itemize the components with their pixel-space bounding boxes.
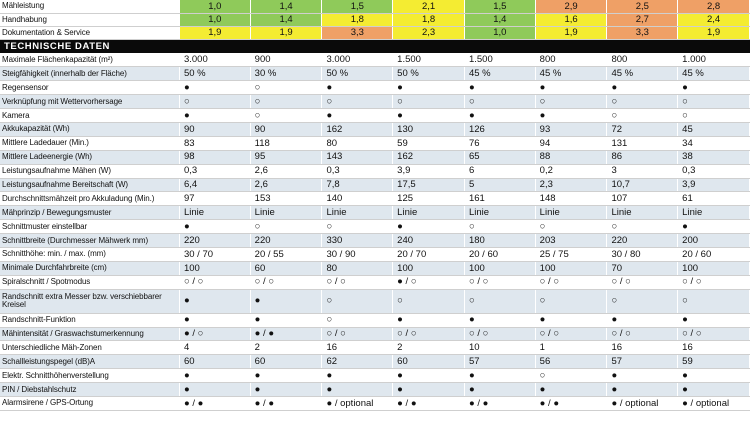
value-cell: 70 <box>607 261 678 275</box>
value-cell: 1.000 <box>678 53 750 67</box>
row-label: Schnittbreite (Durchmesser Mähwerk mm) <box>0 234 179 248</box>
value-cell: 50 % <box>322 67 393 81</box>
value-cell: ○ <box>535 95 607 109</box>
value-cell: ○ <box>607 289 678 313</box>
value-cell: ○ <box>607 95 678 109</box>
value-cell: ○ <box>179 95 250 109</box>
score-cell: 1,9 <box>250 26 322 39</box>
value-cell: ● <box>393 313 465 327</box>
tech-row <box>0 261 750 275</box>
value-cell: ● <box>678 81 750 95</box>
value-cell: 25 / 75 <box>535 247 607 261</box>
value-cell: ● <box>678 313 750 327</box>
value-cell: ● <box>322 369 393 383</box>
value-cell: ● <box>250 369 322 383</box>
score-cell: 1,5 <box>464 0 535 13</box>
value-cell: 131 <box>607 136 678 150</box>
value-cell: 7,8 <box>322 178 393 192</box>
value-cell: 50 % <box>179 67 250 81</box>
tech-row <box>0 136 750 150</box>
row-label: Mähleistung <box>0 0 179 13</box>
value-cell: 59 <box>393 136 465 150</box>
value-cell: ● / optional <box>678 396 750 410</box>
row-label: Dokumentation & Service <box>0 26 179 39</box>
value-cell: ● <box>535 81 607 95</box>
value-cell: ● / optional <box>607 396 678 410</box>
value-cell: 5 <box>464 178 535 192</box>
row-label: Durchschnittsmähzeit pro Akkuladung (Min.) <box>0 192 179 206</box>
value-cell: 3,9 <box>393 164 465 178</box>
value-cell: ○ <box>464 95 535 109</box>
tech-row <box>0 53 750 67</box>
value-cell: 130 <box>393 122 465 136</box>
row-label: Mittlere Ladedauer (Min.) <box>0 136 179 150</box>
score-row <box>0 13 750 26</box>
value-cell: 161 <box>464 192 535 206</box>
value-cell: ● <box>464 313 535 327</box>
value-cell: 0,3 <box>322 164 393 178</box>
row-label: PIN / Diebstahlschutz <box>0 383 179 397</box>
value-cell: 72 <box>607 122 678 136</box>
value-cell: ○ <box>678 289 750 313</box>
value-cell: ○ / ○ <box>464 327 535 341</box>
value-cell: ○ / ○ <box>678 327 750 341</box>
row-label: Randschnitt-Funktion <box>0 313 179 327</box>
value-cell: 3.000 <box>322 53 393 67</box>
value-cell: ● <box>535 383 607 397</box>
value-cell: ○ / ○ <box>322 275 393 289</box>
score-cell: 1,4 <box>250 0 322 13</box>
row-label: Alarmsirene / GPS-Ortung <box>0 396 179 410</box>
value-cell: 240 <box>393 234 465 248</box>
value-cell: ● <box>678 383 750 397</box>
score-cell: 1,0 <box>464 26 535 39</box>
value-cell: 162 <box>393 150 465 164</box>
value-cell: 45 % <box>678 67 750 81</box>
tech-row <box>0 247 750 261</box>
value-cell: 76 <box>464 136 535 150</box>
tech-row <box>0 355 750 369</box>
value-cell: 118 <box>250 136 322 150</box>
value-cell: ● / ● <box>179 396 250 410</box>
value-cell: 16 <box>678 341 750 355</box>
value-cell: 4 <box>179 341 250 355</box>
score-cell: 1,4 <box>250 13 322 26</box>
score-cell: 3,3 <box>607 26 678 39</box>
value-cell: ○ <box>464 289 535 313</box>
value-cell: 220 <box>607 234 678 248</box>
value-cell: 57 <box>607 355 678 369</box>
value-cell: ● <box>179 220 250 234</box>
row-label: Mähintensität / Graswachstumerkennung <box>0 327 179 341</box>
value-cell: 90 <box>179 122 250 136</box>
score-cell: 1,8 <box>393 13 465 26</box>
value-cell: 17,5 <box>393 178 465 192</box>
row-label: Spiralschnitt / Spotmodus <box>0 275 179 289</box>
value-cell: ○ <box>250 220 322 234</box>
value-cell: 220 <box>250 234 322 248</box>
tech-row <box>0 150 750 164</box>
value-cell: 30 / 90 <box>322 247 393 261</box>
value-cell: 38 <box>678 150 750 164</box>
tech-row <box>0 67 750 81</box>
value-cell: 10 <box>464 341 535 355</box>
row-label: Mittlere Ladeenergie (Wh) <box>0 150 179 164</box>
value-cell: 45 % <box>535 67 607 81</box>
score-cell: 1,9 <box>179 26 250 39</box>
value-cell: Linie <box>250 206 322 220</box>
row-label: Leistungsaufnahme Mähen (W) <box>0 164 179 178</box>
value-cell: 180 <box>464 234 535 248</box>
value-cell: 34 <box>678 136 750 150</box>
value-cell: 95 <box>250 150 322 164</box>
tech-row <box>0 109 750 123</box>
value-cell: ○ <box>464 220 535 234</box>
value-cell: ● / ● <box>464 396 535 410</box>
value-cell: ● <box>393 109 465 123</box>
value-cell: 80 <box>322 261 393 275</box>
value-cell: 125 <box>393 192 465 206</box>
score-cell: 2,4 <box>678 13 750 26</box>
value-cell: 1 <box>535 341 607 355</box>
value-cell: ● / ● <box>250 396 322 410</box>
value-cell: ○ <box>393 289 465 313</box>
value-cell: ○ / ○ <box>607 275 678 289</box>
value-cell: ● <box>250 289 322 313</box>
value-cell: ○ / ○ <box>464 275 535 289</box>
value-cell: 60 <box>250 261 322 275</box>
value-cell: 2 <box>250 341 322 355</box>
value-cell: ● <box>179 383 250 397</box>
value-cell: 56 <box>535 355 607 369</box>
value-cell: 60 <box>393 355 465 369</box>
value-cell: ● / ● <box>393 396 465 410</box>
value-cell: ○ <box>250 81 322 95</box>
value-cell: 60 <box>250 355 322 369</box>
value-cell: ○ / ○ <box>535 275 607 289</box>
score-cell: 1,8 <box>322 13 393 26</box>
score-cell: 2,3 <box>393 26 465 39</box>
section-header <box>0 39 750 53</box>
value-cell: ○ / ○ <box>678 275 750 289</box>
value-cell: ○ / ○ <box>179 275 250 289</box>
row-label: Verknüpfung mit Wettervorhersage <box>0 95 179 109</box>
value-cell: ○ / ○ <box>322 327 393 341</box>
score-row <box>0 26 750 39</box>
row-label: Unterschiedliche Mäh-Zonen <box>0 341 179 355</box>
row-label: Steigfähigkeit (innerhalb der Fläche) <box>0 67 179 81</box>
value-cell: 45 <box>678 122 750 136</box>
value-cell: 30 / 70 <box>179 247 250 261</box>
tech-row <box>0 383 750 397</box>
value-cell: 800 <box>607 53 678 67</box>
value-cell: 203 <box>535 234 607 248</box>
value-cell: ● <box>607 383 678 397</box>
tech-row <box>0 220 750 234</box>
value-cell: ○ <box>607 220 678 234</box>
score-cell: 1,5 <box>322 0 393 13</box>
tech-row <box>0 164 750 178</box>
value-cell: 20 / 60 <box>678 247 750 261</box>
value-cell: 90 <box>250 122 322 136</box>
value-cell: 45 % <box>464 67 535 81</box>
value-cell: 30 % <box>250 67 322 81</box>
tech-row <box>0 234 750 248</box>
value-cell: Linie <box>535 206 607 220</box>
value-cell: 97 <box>179 192 250 206</box>
tech-row <box>0 396 750 410</box>
value-cell: Linie <box>464 206 535 220</box>
value-cell: ● <box>322 383 393 397</box>
value-cell: 57 <box>464 355 535 369</box>
value-cell: 126 <box>464 122 535 136</box>
score-cell: 1,9 <box>535 26 607 39</box>
row-label: Mähprinzip / Bewegungsmuster <box>0 206 179 220</box>
value-cell: 86 <box>607 150 678 164</box>
row-label: Elektr. Schnitthöhenverstellung <box>0 369 179 383</box>
score-cell: 3,3 <box>322 26 393 39</box>
score-cell: 2,7 <box>607 13 678 26</box>
tech-row <box>0 192 750 206</box>
value-cell: 143 <box>322 150 393 164</box>
value-cell: 65 <box>464 150 535 164</box>
value-cell: 20 / 70 <box>393 247 465 261</box>
value-cell: 0,3 <box>678 164 750 178</box>
value-cell: 800 <box>535 53 607 67</box>
value-cell: 59 <box>678 355 750 369</box>
value-cell: 3 <box>607 164 678 178</box>
value-cell: 2,6 <box>250 178 322 192</box>
row-label: Maximale Flächenkapazität (m²) <box>0 53 179 67</box>
value-cell: ● <box>607 313 678 327</box>
value-cell: ○ <box>322 95 393 109</box>
value-cell: 45 % <box>607 67 678 81</box>
value-cell: ○ <box>678 109 750 123</box>
value-cell: ○ <box>322 313 393 327</box>
value-cell: 93 <box>535 122 607 136</box>
value-cell: 140 <box>322 192 393 206</box>
value-cell: Linie <box>322 206 393 220</box>
value-cell: ● <box>607 369 678 383</box>
value-cell: 1.500 <box>393 53 465 67</box>
value-cell: ● <box>179 313 250 327</box>
value-cell: 3.000 <box>179 53 250 67</box>
value-cell: 0,2 <box>535 164 607 178</box>
value-cell: ○ <box>535 220 607 234</box>
value-cell: ● / ○ <box>393 275 465 289</box>
value-cell: 60 <box>179 355 250 369</box>
row-label: Handhabung <box>0 13 179 26</box>
value-cell: Linie <box>393 206 465 220</box>
value-cell: ● <box>464 369 535 383</box>
section-title: TECHNISCHE DATEN <box>0 39 750 53</box>
tech-rows <box>0 53 750 410</box>
value-cell: 61 <box>678 192 750 206</box>
value-cell: 50 % <box>393 67 465 81</box>
value-cell: 107 <box>607 192 678 206</box>
value-cell: 100 <box>678 261 750 275</box>
value-cell: 1.500 <box>464 53 535 67</box>
row-label: Schnitthöhe: min. / max. (mm) <box>0 247 179 261</box>
value-cell: ● <box>322 109 393 123</box>
value-cell: ● <box>250 383 322 397</box>
value-cell: 162 <box>322 122 393 136</box>
row-label: Regensensor <box>0 81 179 95</box>
value-cell: ● <box>393 383 465 397</box>
score-row <box>0 0 750 13</box>
value-cell: 100 <box>535 261 607 275</box>
value-cell: Linie <box>678 206 750 220</box>
row-label: Kamera <box>0 109 179 123</box>
value-cell: ● <box>464 81 535 95</box>
value-cell: ● <box>179 81 250 95</box>
value-cell: ○ <box>607 109 678 123</box>
value-cell: ● <box>250 313 322 327</box>
value-cell: ○ <box>250 95 322 109</box>
value-cell: ○ / ○ <box>250 275 322 289</box>
value-cell: 0,3 <box>179 164 250 178</box>
score-cell: 2,9 <box>535 0 607 13</box>
value-cell: ● <box>179 369 250 383</box>
score-cell: 1,4 <box>464 13 535 26</box>
tech-row <box>0 81 750 95</box>
value-cell: ● <box>535 109 607 123</box>
value-cell: ○ <box>535 369 607 383</box>
value-cell: 2,3 <box>535 178 607 192</box>
value-cell: 100 <box>179 261 250 275</box>
value-cell: 10,7 <box>607 178 678 192</box>
tech-row <box>0 341 750 355</box>
score-cell: 2,8 <box>678 0 750 13</box>
value-cell: 220 <box>179 234 250 248</box>
value-cell: 2,6 <box>250 164 322 178</box>
row-label: Akkukapazität (Wh) <box>0 122 179 136</box>
value-cell: 330 <box>322 234 393 248</box>
value-cell: 2 <box>393 341 465 355</box>
value-cell: ○ / ○ <box>393 327 465 341</box>
value-cell: 16 <box>322 341 393 355</box>
value-cell: 200 <box>678 234 750 248</box>
row-label: Schallleistungspegel (dB)A <box>0 355 179 369</box>
value-cell: 100 <box>393 261 465 275</box>
tech-row <box>0 206 750 220</box>
value-cell: 62 <box>322 355 393 369</box>
value-cell: 88 <box>535 150 607 164</box>
value-cell: Linie <box>607 206 678 220</box>
value-cell: 6,4 <box>179 178 250 192</box>
value-cell: ○ / ○ <box>607 327 678 341</box>
value-cell: 900 <box>250 53 322 67</box>
value-cell: 153 <box>250 192 322 206</box>
value-cell: ● <box>393 220 465 234</box>
tech-row <box>0 313 750 327</box>
tech-row <box>0 327 750 341</box>
value-cell: ○ <box>535 289 607 313</box>
value-cell: ● <box>535 313 607 327</box>
value-cell: ● <box>393 369 465 383</box>
row-label: Schnittmuster einstellbar <box>0 220 179 234</box>
value-cell: 16 <box>607 341 678 355</box>
value-cell: 6 <box>464 164 535 178</box>
score-cell: 1,0 <box>179 13 250 26</box>
tech-row <box>0 95 750 109</box>
value-cell: ● <box>678 369 750 383</box>
value-cell: ● / ● <box>250 327 322 341</box>
score-cell: 2,5 <box>607 0 678 13</box>
value-cell: ● <box>393 81 465 95</box>
value-cell: ○ / ○ <box>535 327 607 341</box>
score-cell: 1,9 <box>678 26 750 39</box>
tech-row <box>0 289 750 313</box>
value-cell: ● / ● <box>535 396 607 410</box>
value-cell: ○ <box>678 95 750 109</box>
value-cell: 3,9 <box>678 178 750 192</box>
value-cell: ● <box>464 109 535 123</box>
tech-row <box>0 178 750 192</box>
value-cell: Linie <box>179 206 250 220</box>
value-cell: 80 <box>322 136 393 150</box>
value-cell: ○ <box>322 289 393 313</box>
row-label: Minimale Durchfahrbreite (cm) <box>0 261 179 275</box>
score-cell: 1,6 <box>535 13 607 26</box>
value-cell: 94 <box>535 136 607 150</box>
value-cell: 30 / 80 <box>607 247 678 261</box>
value-cell: ○ <box>250 109 322 123</box>
row-label: Leistungsaufnahme Bereitschaft (W) <box>0 178 179 192</box>
value-cell: ● <box>464 383 535 397</box>
score-rows <box>0 0 750 39</box>
score-cell: 2,1 <box>393 0 465 13</box>
row-label: Randschnitt extra Messer bzw. verschiebbarer Kreisel <box>0 289 179 313</box>
value-cell: ○ <box>322 220 393 234</box>
value-cell: ● <box>678 220 750 234</box>
value-cell: ● / ○ <box>179 327 250 341</box>
value-cell: ● <box>607 81 678 95</box>
tech-row <box>0 275 750 289</box>
value-cell: ● / optional <box>322 396 393 410</box>
tech-row <box>0 369 750 383</box>
value-cell: 83 <box>179 136 250 150</box>
value-cell: ○ <box>393 95 465 109</box>
score-cell: 1,0 <box>179 0 250 13</box>
value-cell: ● <box>322 81 393 95</box>
value-cell: 20 / 60 <box>464 247 535 261</box>
tech-row <box>0 122 750 136</box>
value-cell: 100 <box>464 261 535 275</box>
value-cell: 20 / 55 <box>250 247 322 261</box>
value-cell: ● <box>179 289 250 313</box>
value-cell: ● <box>179 109 250 123</box>
value-cell: 98 <box>179 150 250 164</box>
value-cell: 148 <box>535 192 607 206</box>
